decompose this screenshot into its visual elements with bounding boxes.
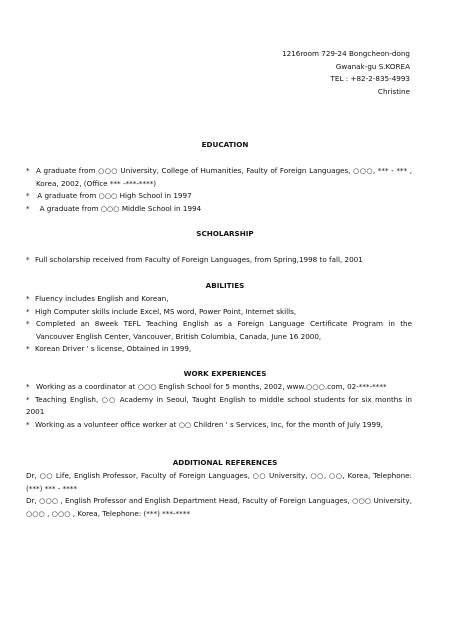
abilities-heading: ABILITIES [205, 281, 245, 290]
abilities-item-license: * Korean Driver ' s license, Obtained in 1999, [26, 343, 412, 356]
work-item-teaching: * Teaching English, ○○ Academy in Seoul, Taught English to middle school students for six months in 2001 [26, 394, 412, 416]
references-list [26, 470, 412, 520]
bullet-icon: * [26, 394, 30, 404]
address-block [282, 48, 410, 98]
scholarship-heading: SCHOLARSHIP [196, 229, 254, 238]
bullet-icon: * [26, 166, 30, 175]
bullet-icon: * [26, 203, 30, 213]
work-heading: WORK EXPERIENCES [183, 369, 267, 378]
reference-item-life: Dr, ○○ Life, English Professor, Faculty of Foreign Languages, ○○ University, ○○, ○○, Korea, Telephone: (***) *** - **** [26, 471, 412, 493]
references-heading: ADDITIONAL REFERENCES [172, 458, 278, 467]
education-list [26, 165, 412, 215]
abilities-item-computer: * High Computer skills include Excel, MS word, Power Point, Internet skills, [26, 306, 412, 319]
bullet-icon: * [26, 294, 30, 303]
work-item-volunteer: * Working as a volunteer office worker at ○○ Children ' s Services, Inc, for the month of July 1999, [26, 419, 412, 432]
education-item-highschool: * A graduate from ○○○ High School in 1997 [26, 190, 412, 203]
bullet-icon: * [26, 306, 30, 316]
work-item-coordinator: * Working as a coordinator at ○○○ English School for 5 months, 2002, www.○○○.com, 02-***-**** [26, 381, 412, 394]
bullet-icon: * [26, 191, 30, 200]
address-line-street: 1216room 729-24 Bongcheon-dong [282, 49, 410, 58]
bullet-icon: * [26, 382, 30, 391]
reference-item-department-head: Dr, ○○○ , English Professor and English Department Head, Faculty of Foreign Languages, ○○○ University, ○○○ , ○○○ , Korea, Telephone: (***) ***-**** [26, 496, 412, 518]
bullet-icon: * [26, 319, 30, 328]
address-line-phone: TEL : +82-2-835-4993 [330, 74, 410, 84]
education-item-university: * A graduate from ○○○ University, College of Humanities, Faulty of Foreign Languages, ○○○, *** - *** , Korea, 2002, (Office *** -***-****) [26, 166, 412, 188]
bullet-icon: * [26, 419, 30, 429]
bullet-icon: * [26, 255, 30, 264]
address-line-city: Gwanak-gu S.KOREA [335, 61, 410, 71]
bullet-icon: * [26, 344, 30, 353]
work-list [26, 381, 412, 431]
abilities-item-tefl: * Completed an 8week TEFL Teaching English as a Foreign Language Certificate Program in the Vancouver English Center, Vancouver, British Columbia, Canada, June 16 2000, [26, 319, 412, 341]
education-item-middleschool: * A graduate from ○○○ Middle School in 1994 [26, 203, 412, 216]
scholarship-list [26, 254, 412, 267]
scholarship-item: * Full scholarship received from Faculty of Foreign Languages, from Spring,1998 to fall, 2001 [26, 254, 412, 267]
author-name: Christine [377, 86, 410, 96]
abilities-item-fluency: * Fluency includes English and Korean, [26, 293, 412, 306]
abilities-list [26, 293, 412, 356]
education-heading: EDUCATION [201, 140, 249, 149]
